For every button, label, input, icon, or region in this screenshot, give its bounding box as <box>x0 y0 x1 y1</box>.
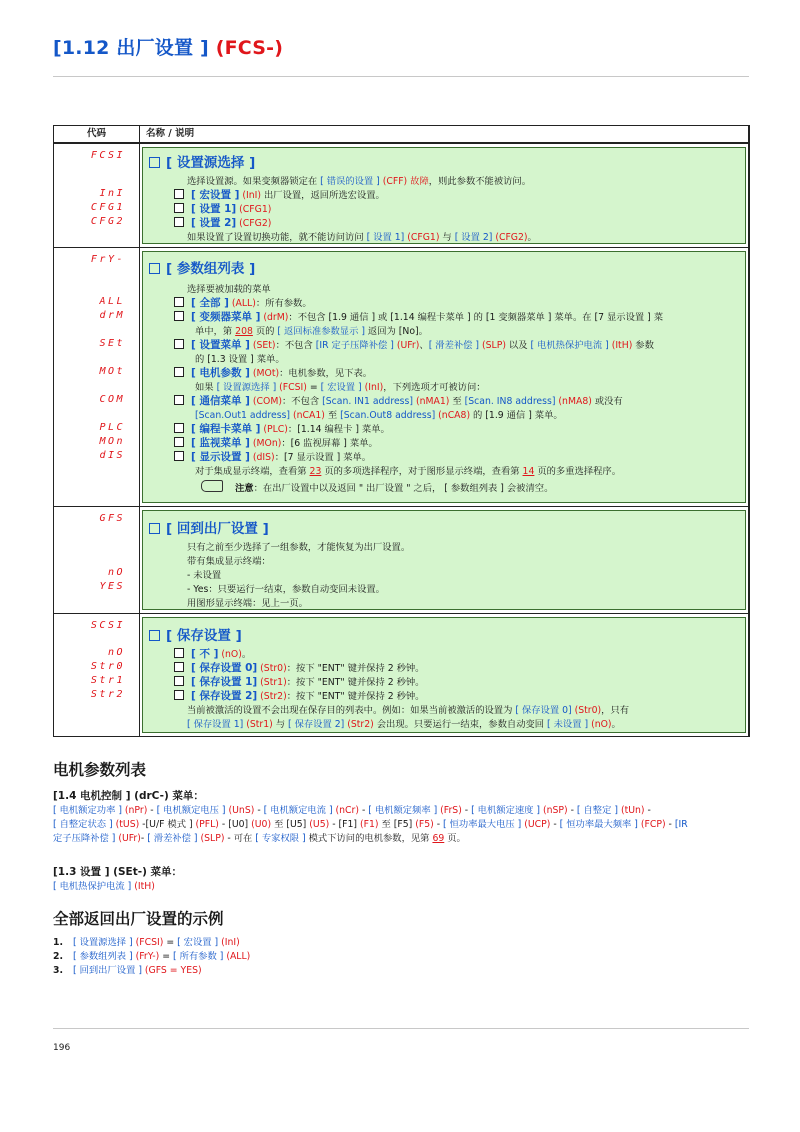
note-text: 如果设置了设置切换功能，就不能访问访问 [ 设置 1] (CFG1) 与 [ 设置 2] (CFG2)。 <box>187 232 537 243</box>
text-run: (UnS) <box>225 805 255 816</box>
option-ini: [ 宏设置 ] (InI) 出厂设置，返回所选宏设置。 <box>174 189 735 202</box>
text-run: [ 电机额定功率 ] <box>53 805 122 816</box>
text-run: - <box>254 805 264 816</box>
motor-heading: 电机参数列表 <box>53 761 147 779</box>
note-text: [ 保存设置 1] (Str1) 与 [ 保存设置 2] (Str2) 会出现。只要运行一结束，参数自动变回 [ 未设置 ] (nO)。 <box>187 719 621 730</box>
text-run: - <box>329 819 339 830</box>
table-row-gfs <box>54 507 748 614</box>
description-text: 带有集成显示终端： <box>187 556 271 567</box>
option-drm: [ 变频器菜单 ] (drM)：不包含 [1.9 通信 ] 或 [1.14 编程卡菜单 ] 的 [1 变频器菜单 ] 菜单。在 [7 显示设置 ] 菜 <box>174 311 735 324</box>
checkbox-icon <box>174 648 184 658</box>
lcd-code: CFG1 <box>90 202 125 213</box>
option-no: [ 不 ] (nO)。 <box>174 648 735 661</box>
option-str0: [ 保存设置 0] (Str0)：按下 "ENT" 键并保持 2 秒钟。 <box>174 662 735 675</box>
description-text: 选择要被加载的菜单 <box>187 284 271 295</box>
description-text: - Yes：只要运行一结束，参数自动变回未设置。 <box>187 584 385 595</box>
text-run: (nCr) <box>332 805 359 816</box>
lcd-code: drM <box>99 310 125 321</box>
text-run: [ 电机热保护电流 ] <box>53 881 132 892</box>
checkbox-icon <box>174 395 184 405</box>
lcd-code: dIS <box>99 450 125 461</box>
text-run: [ 参数组列表 ] <box>73 951 133 962</box>
text-run: [ 滑差补偿 ] <box>147 833 198 844</box>
parameter-table <box>53 125 750 737</box>
lcd-code: InI <box>99 188 125 199</box>
option-all: [ 全部 ] (ALL)：所有参数。 <box>174 297 735 310</box>
table-row-fry <box>54 248 748 507</box>
text-run: (FCSI) <box>132 937 164 948</box>
lcd-code: ALL <box>99 296 125 307</box>
table-header <box>54 126 748 144</box>
example-item: 2. [ 参数组列表 ] (FrY-) = [ 所有参数 ] (ALL) <box>53 951 251 962</box>
option-dis: [ 显示设置 ] (dIS)：[7 显示设置 ] 菜单。 <box>174 451 735 464</box>
text-run: (InI) <box>218 937 240 948</box>
lcd-code: Str1 <box>90 675 125 686</box>
title-text: [1.12 出厂设置 ] <box>53 37 209 59</box>
text-run: (FrS) <box>437 805 462 816</box>
description-text: 用图形显示终端：见上一页。 <box>187 598 308 609</box>
text-run: [ 电机额定电压 ] <box>156 805 226 816</box>
text-run: [U/F 模式 ] <box>145 819 193 830</box>
text-run: (nSP) <box>540 805 568 816</box>
drc-line <box>53 832 753 846</box>
checkbox-icon <box>149 523 160 534</box>
text-run: - <box>644 805 651 816</box>
text-run: [ 专家权限 ] <box>255 833 306 844</box>
section-title: [ 设置源选择 ] <box>149 151 255 171</box>
pointing-hand-icon <box>201 480 223 492</box>
text-run: (FCP) <box>637 819 666 830</box>
lcd-code: PLC <box>99 422 125 433</box>
text-run: (U0) <box>248 819 272 830</box>
checkbox-icon <box>174 437 184 447</box>
text-run: (tUS) <box>112 819 140 830</box>
option-plc: [ 编程卡菜单 ] (PLC)：[1.14 编程卡 ] 菜单。 <box>174 423 735 436</box>
text-run: (ItH) <box>131 881 155 892</box>
option-mot: [ 电机参数 ] (MOt)：电机参数，见下表。 <box>174 367 735 380</box>
text-run: (nPr) <box>121 805 148 816</box>
text-run: [ 宏设置 ] <box>177 937 219 948</box>
lcd-code: GFS <box>99 513 125 524</box>
option-mon: [ 监视菜单 ] (MOn)：[6 监视屏幕 ] 菜单。 <box>174 437 735 450</box>
text-run: - <box>433 819 444 830</box>
text-run: - <box>140 833 148 844</box>
text-run: [ 电机额定电流 ] <box>263 805 333 816</box>
description-panel <box>142 147 746 244</box>
text-run: = <box>159 951 173 962</box>
set-line <box>53 880 753 894</box>
text-run: - <box>218 819 229 830</box>
text-run: [ 所有参数 ] <box>173 951 224 962</box>
top-divider <box>53 76 749 77</box>
lcd-code: Str0 <box>90 661 125 672</box>
text-run: 页。 <box>444 833 466 844</box>
text-run: [ 自整定 ] <box>576 805 618 816</box>
text-run: [ 回到出厂设置 ] <box>73 965 142 976</box>
lcd-code: YES <box>99 581 125 592</box>
lcd-code: nO <box>107 647 125 658</box>
lcd-code: nO <box>107 567 125 578</box>
code-column <box>54 248 140 506</box>
page-title <box>53 33 283 60</box>
attention-note: 注意：在出厂设置中以及返回 " 出厂设置 " 之后， [ 参数组列表 ] 会被清空。 <box>213 480 735 495</box>
description-panel <box>142 251 746 503</box>
section-title: [ 回到出厂设置 ] <box>149 517 269 537</box>
header-description: 名称 / 说明 <box>146 128 195 139</box>
text-run: 至 <box>378 819 394 830</box>
text-run: - 可在 <box>224 833 256 844</box>
text-run: (UFr) <box>115 833 141 844</box>
checkbox-icon <box>174 690 184 700</box>
text-run: - <box>567 805 577 816</box>
checkbox-icon <box>174 297 184 307</box>
text-run: (UCP) <box>521 819 551 830</box>
text-run: (ALL) <box>223 951 251 962</box>
checkbox-icon <box>149 157 160 168</box>
checkbox-icon <box>174 423 184 433</box>
text-run: [ 电机额定频率 ] <box>368 805 438 816</box>
note-text: 当前被激活的设置不会出现在保存目的列表中。例如：如果当前被激活的设置为 [ 保存设置 0] (Str0)，只有 <box>187 705 630 716</box>
text-run: (PFL) <box>192 819 219 830</box>
text-run: (F1) <box>357 819 379 830</box>
option-cfg1: [ 设置 1] (CFG1) <box>174 203 735 216</box>
text-run: - <box>147 805 157 816</box>
text-run: [IR <box>674 819 688 830</box>
text-run: [ 设置源选择 ] <box>73 937 133 948</box>
text-run: (GFS = YES) <box>141 965 202 976</box>
text-run: [ 自整定状态 ] <box>53 819 113 830</box>
checkbox-icon <box>174 203 184 213</box>
title-code: (FCS-) <box>215 37 284 59</box>
text-run: (U5) <box>306 819 330 830</box>
text-run: - <box>139 819 146 830</box>
checkbox-icon <box>149 263 160 274</box>
lcd-code: FrY- <box>90 254 125 265</box>
option-str1: [ 保存设置 1] (Str1)：按下 "ENT" 键并保持 2 秒钟。 <box>174 676 735 689</box>
option-str2: [ 保存设置 2] (Str2)：按下 "ENT" 键并保持 2 秒钟。 <box>174 690 735 703</box>
drc-heading: [1.4 电机控制 ] (drC-) 菜单： <box>53 790 204 802</box>
code-column <box>54 614 140 736</box>
drc-line <box>53 818 753 832</box>
text-run: = <box>163 937 178 948</box>
text-run: [F1] <box>338 819 358 830</box>
checkbox-icon <box>174 451 184 461</box>
header-code: 代码 <box>54 126 140 142</box>
checkbox-icon <box>174 367 184 377</box>
table-row-fcsi <box>54 144 748 248</box>
text-run: - <box>665 819 675 830</box>
text-run: [ 恒功率最大频率 ] <box>559 819 638 830</box>
lcd-code: SEt <box>99 338 125 349</box>
lcd-code: MOt <box>99 366 125 377</box>
checkbox-icon <box>174 217 184 227</box>
footer-divider <box>53 1028 749 1029</box>
description-text: - 未设置 <box>187 570 222 581</box>
checkbox-icon <box>174 662 184 672</box>
set-heading: [1.3 设置 ] (SEt-) 菜单： <box>53 866 183 878</box>
text-run: (F5) <box>412 819 434 830</box>
section-title: [ 参数组列表 ] <box>149 257 255 277</box>
text-run: - <box>359 805 369 816</box>
description-text: 选择设置源。如果变频器锁定在 [ 错误的设置 ] (CFF) 故障，则此参数不能被访问。 <box>187 176 532 187</box>
section-title: [ 保存设置 ] <box>149 624 242 644</box>
text-run: 69 <box>432 833 445 844</box>
code-column <box>54 507 140 613</box>
text-run: - <box>550 819 560 830</box>
example-heading: 全部返回出厂设置的示例 <box>53 910 224 928</box>
checkbox-icon <box>174 676 184 686</box>
text-run: [ 电机额定速度 ] <box>471 805 541 816</box>
page-number: 196 <box>53 1043 71 1053</box>
text-run: [F5] <box>393 819 413 830</box>
text-run: [U0] <box>228 819 249 830</box>
lcd-code: COM <box>99 394 125 405</box>
option-set-continued: 的 [1.3 设置 ] 菜单。 <box>195 354 285 365</box>
description-text: 只有之前至少选择了一组参数，才能恢复为出厂设置。 <box>187 542 411 553</box>
text-run: (FrY-) <box>132 951 160 962</box>
description-panel <box>142 510 746 610</box>
text-run: 至 <box>271 819 287 830</box>
option-drm-continued: 单中，第 208 页的 [ 返回标准参数显示 ] 返回为 [No]。 <box>195 326 428 337</box>
checkbox-icon <box>149 630 160 641</box>
text-run: - <box>461 805 472 816</box>
text-run: [U5] <box>286 819 307 830</box>
option-com: [ 通信菜单 ] (COM)：不包含 [Scan. IN1 address] (nMA1) 至 [Scan. IN8 address] (nMA8) 或没有 <box>174 395 735 408</box>
lcd-code: FCSI <box>90 150 125 161</box>
text-run: [ 恒功率最大电压 ] <box>443 819 522 830</box>
text-run: (SLP) <box>197 833 225 844</box>
option-mot-note: 如果 [ 设置源选择 ] (FCSI) = [ 宏设置 ] (InI)，下列选项才可被访问： <box>195 382 486 393</box>
code-column <box>54 144 140 247</box>
checkbox-icon <box>174 189 184 199</box>
lcd-code: Str2 <box>90 689 125 700</box>
text-run: 模式下访问的电机参数，见第 <box>305 833 433 844</box>
text-run: 定子压降补偿 ] <box>53 833 116 844</box>
drc-line <box>53 804 753 818</box>
lcd-code: SCSI <box>90 620 125 631</box>
text-run: (tUn) <box>617 805 645 816</box>
option-com-continued: [Scan.Out1 address] (nCA1) 至 [Scan.Out8 address] (nCA8) 的 [1.9 通信 ] 菜单。 <box>195 410 563 421</box>
option-set: [ 设置菜单 ] (SEt)：不包含 [IR 定子压降补偿 ] (UFr)、[ 滑差补偿 ] (SLP) 以及 [ 电机热保护电流 ] (ItH) 参数 <box>174 339 735 352</box>
checkbox-icon <box>174 339 184 349</box>
option-cfg2: [ 设置 2] (CFG2) <box>174 217 735 230</box>
example-item: 3. [ 回到出厂设置 ] (GFS = YES) <box>53 965 202 976</box>
table-row-scsi <box>54 614 748 736</box>
lcd-code: MOn <box>99 436 125 447</box>
example-item: 1. [ 设置源选择 ] (FCSI) = [ 宏设置 ] (InI) <box>53 937 240 948</box>
description-panel <box>142 617 746 733</box>
lcd-code: CFG2 <box>90 216 125 227</box>
multi-select-note: 对于集成显示终端，查看第 23 页的多项选择程序，对于图形显示终端，查看第 14 页的多重选择程序。 <box>195 466 622 477</box>
checkbox-icon <box>174 311 184 321</box>
